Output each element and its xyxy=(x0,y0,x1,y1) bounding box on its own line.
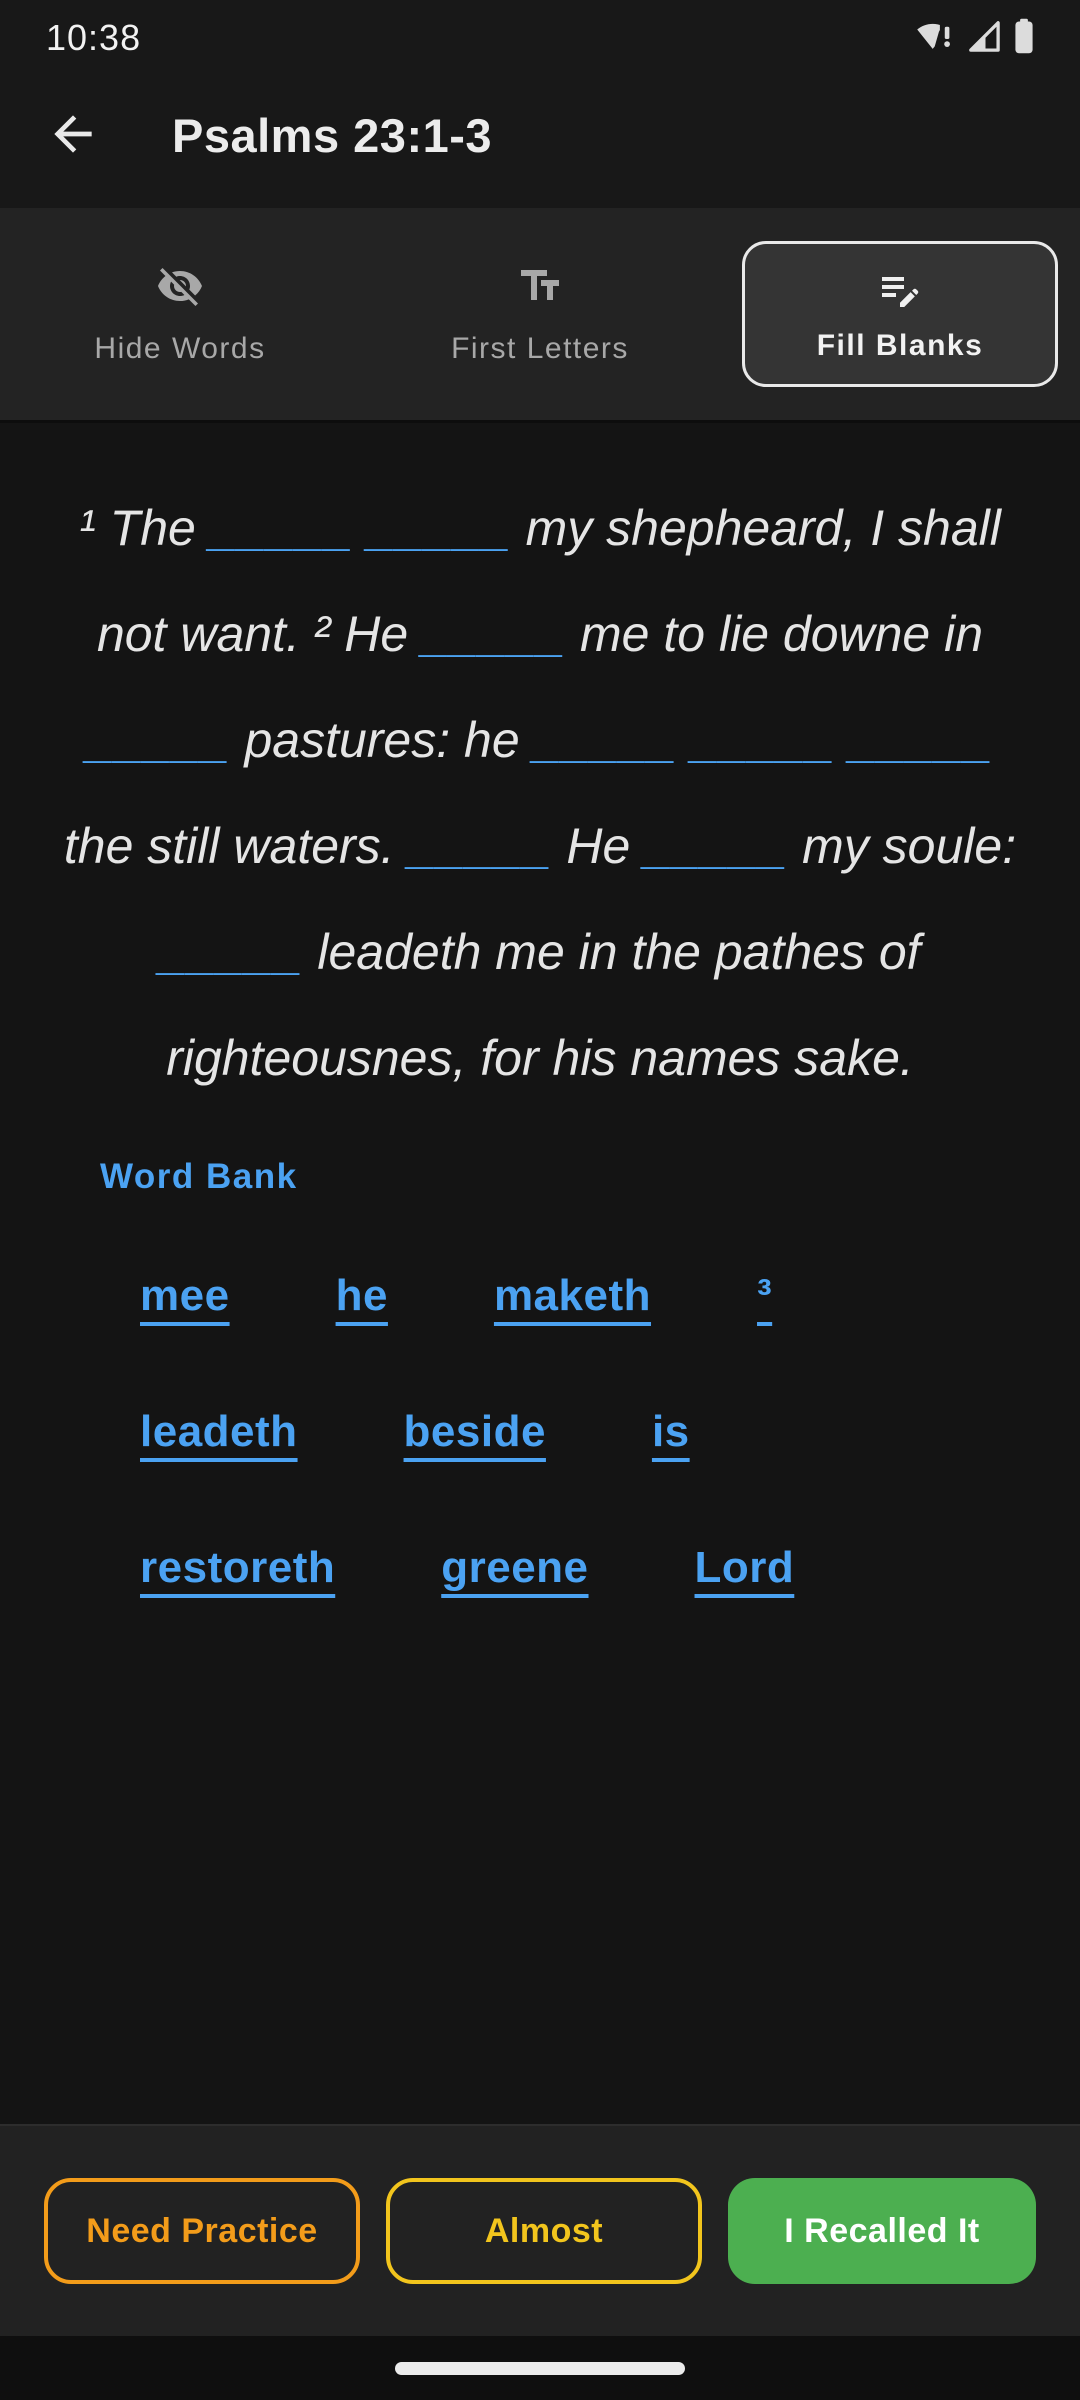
verse-text: ¹ The _____ _____ my shepheard, I shall not want. ² He _____ me to lie downe in _____ pastures: he _____ _____ _____ the still waters. _____ He _____ my soule: _____ leadeth me in the pathes of righteousnes, for his names sake. xyxy=(63,500,1017,1086)
status-icons xyxy=(916,18,1034,59)
mode-selector xyxy=(0,208,1080,423)
word-bank-row xyxy=(140,1271,1080,1321)
word-bank-word[interactable]: beside xyxy=(403,1407,546,1456)
word-bank-word[interactable]: mee xyxy=(140,1271,230,1320)
word-bank-word[interactable]: is xyxy=(651,1407,690,1456)
verse-blank-8[interactable]: _____ xyxy=(408,818,553,874)
action-bar xyxy=(0,2124,1080,2336)
mode-first-letters[interactable] xyxy=(451,262,629,366)
arrow-left-icon xyxy=(45,106,101,165)
app-bar xyxy=(0,62,1080,208)
mode-hide-words[interactable] xyxy=(94,262,265,366)
verse-blank-10[interactable]: _____ xyxy=(159,924,304,980)
mode-label: Hide Words xyxy=(94,332,266,365)
battery-icon xyxy=(1014,18,1034,59)
word-bank-row xyxy=(140,1543,1080,1593)
edit-note-icon xyxy=(876,265,924,313)
need-practice-button[interactable]: Need Practice xyxy=(44,2178,360,2284)
mode-slot xyxy=(720,208,1080,420)
gesture-nav-bar xyxy=(0,2336,1080,2400)
status-bar xyxy=(0,0,1080,62)
word-bank-word[interactable]: he xyxy=(335,1271,388,1320)
mode-label: Fill Blanks xyxy=(816,329,984,362)
mode-slot xyxy=(0,208,360,420)
mode-label: First Letters xyxy=(451,332,629,365)
mode-fill-blanks[interactable] xyxy=(742,241,1058,387)
verse-blank-3[interactable]: _____ xyxy=(422,606,567,662)
word-bank-word[interactable]: ³ xyxy=(757,1271,773,1320)
word-bank-word[interactable]: maketh xyxy=(493,1271,652,1320)
mode-slot xyxy=(360,208,720,420)
word-bank-label: Word Bank xyxy=(100,1157,298,1196)
home-indicator[interactable] xyxy=(395,2362,685,2375)
verse-blank-2[interactable]: _____ xyxy=(367,500,512,556)
verse-blank-5[interactable]: _____ xyxy=(533,712,678,768)
top-region xyxy=(0,0,1080,208)
word-bank-word[interactable]: Lord xyxy=(694,1543,795,1592)
verse-blank-9[interactable]: _____ xyxy=(644,818,789,874)
word-bank-row xyxy=(140,1407,1080,1457)
back-button[interactable] xyxy=(42,104,104,166)
verse-blank-6[interactable]: _____ xyxy=(691,712,836,768)
verse-blank-4[interactable]: _____ xyxy=(86,712,231,768)
word-bank-word[interactable]: greene xyxy=(441,1543,589,1592)
content xyxy=(0,423,1080,2124)
word-bank-word[interactable]: leadeth xyxy=(140,1407,298,1456)
page-title: Psalms 23:1-3 xyxy=(172,108,493,162)
eye-off-icon xyxy=(156,262,204,310)
cellular-signal-icon xyxy=(966,18,1002,59)
status-time: 10:38 xyxy=(46,17,142,58)
verse-blank-1[interactable]: _____ xyxy=(209,500,354,556)
word-bank-word[interactable]: restoreth xyxy=(140,1543,336,1592)
i-recalled-it-button[interactable]: I Recalled It xyxy=(728,2178,1036,2284)
text-format-icon xyxy=(516,262,564,310)
verse-blank-7[interactable]: _____ xyxy=(849,712,994,768)
wifi-alert-icon xyxy=(916,18,954,59)
almost-button[interactable]: Almost xyxy=(386,2178,702,2284)
word-bank xyxy=(140,1271,1080,1593)
